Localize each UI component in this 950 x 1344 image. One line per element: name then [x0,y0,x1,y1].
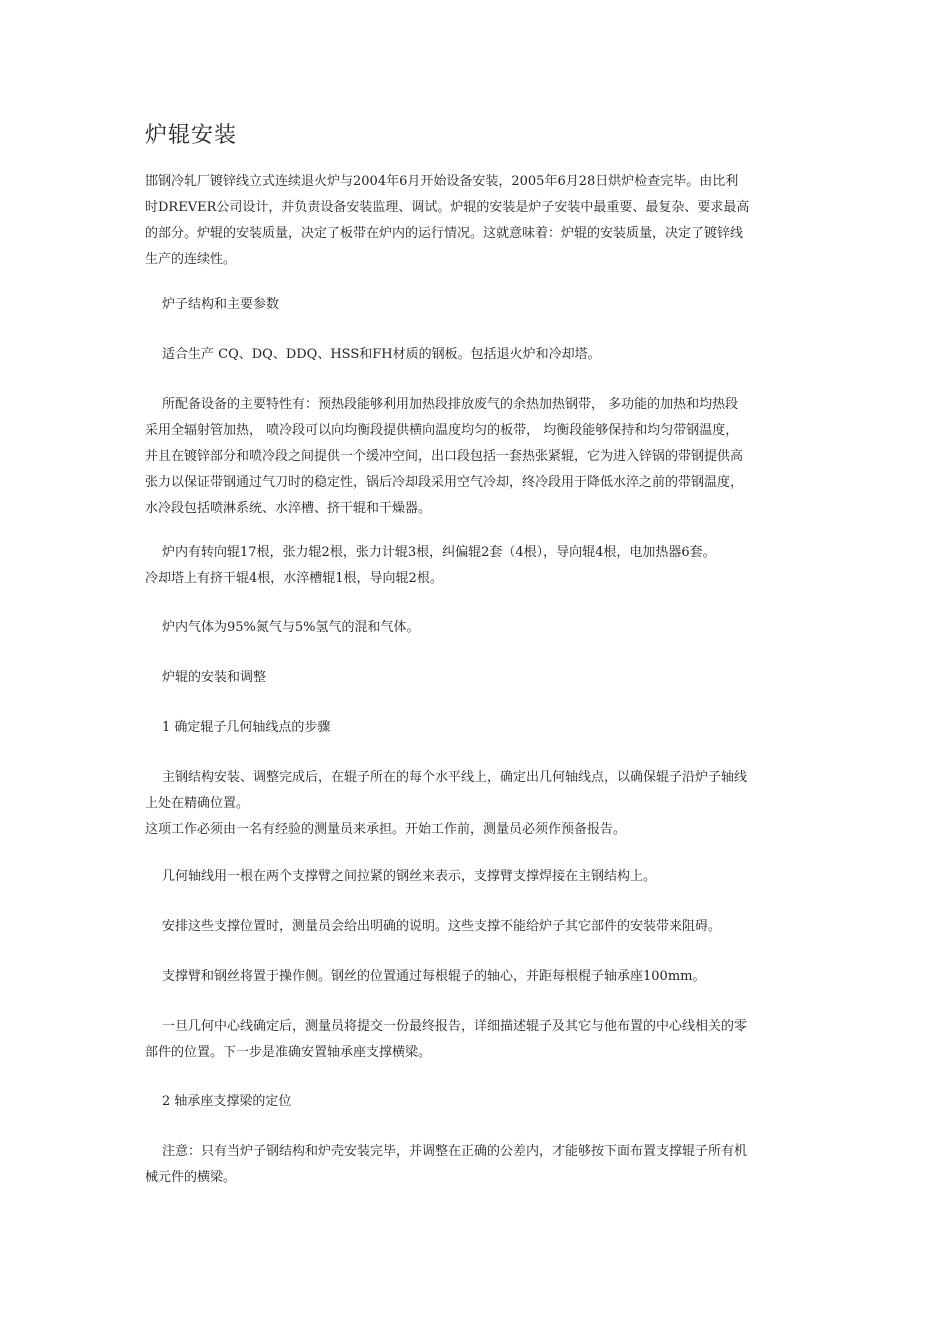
paragraph-line: 炉内气体为95%氮气与5%氢气的混和气体。 [162,620,420,635]
section-heading: 炉辊的安装和调整 [162,670,267,685]
paragraph-line: 生产的连续性。 [145,252,237,267]
paragraph-line: 并且在镀锌部分和喷冷段之间提供一个缓冲空间，出口段包括一套热张紧辊，它为进入锌锅的带钢提供高 [145,449,744,464]
section-heading-structure [145,292,830,318]
paragraph-line: 注意：只有当炉子钢结构和炉壳安装完毕，并调整在正确的公差内，才能够按下面布置支撑辊子所有机 [162,1144,748,1159]
paragraph-line: 这项工作必须由一名有经验的测量员来承担。开始工作前，测量员必须作预备报告。 [145,822,627,837]
equipment-features-paragraph [145,392,830,522]
production-paragraph [145,342,830,368]
paragraph-line: 时DREVER公司设计，并负责设备安装监理、调试。炉辊的安装是炉子安装中最重要、最复杂、要求最高 [145,200,750,215]
document-title: 炉辊安装 [145,123,238,148]
subsection-heading: 2 轴承座支撑梁的定位 [162,1094,292,1109]
paragraph-line: 械元件的横梁。 [145,1170,237,1185]
subsection-heading: 1 确定辊子几何轴线点的步骤 [162,720,331,735]
paragraph-line: 的部分。炉辊的安装质量，决定了板带在炉内的运行情况。这就意味着：炉辊的安装质量，决定了镀锌线 [145,226,744,241]
axis-steps-paragraph [145,765,830,843]
paragraph-line: 几何轴线用一根在两个支撑臂之间拉紧的钢丝来表示，支撑臂支撑焊接在主钢结构上。 [162,869,657,884]
paragraph-line: 适合生产 CQ、DQ、DDQ、HSS和FH材质的钢板。包括退火炉和冷却塔。 [162,347,601,362]
paragraph-line: 张力以保证带钢通过气刀时的稳定性，锅后冷却段采用空气冷却，终冷段用于降低水淬之前的带钢温度， [145,475,744,490]
gas-paragraph [145,615,830,641]
roller-count-paragraph [145,540,830,592]
paragraph-line: 采用全辐射管加热， 喷冷段可以向均衡段提供横向温度均匀的板带， 均衡段能够保持和均匀带钢温度， [145,423,739,438]
paragraph-line: 冷却塔上有挤干辊4根，水淬槽辊1根，导向辊2根。 [145,571,443,586]
note-paragraph [145,1139,830,1191]
paragraph-line: 一旦几何中心线确定后，测量员将提交一份最终报告，详细描述辊子及其它与他布置的中心线相关的零 [162,1019,748,1034]
paragraph-line: 上处在精确位置。 [145,796,250,811]
paragraph-line: 主钢结构安装、调整完成后，在辊子所在的每个水平线上，确定出几何轴线点，以确保辊子沿炉子轴线 [162,770,748,785]
paragraph-line: 炉内有转向辊17根，张力辊2根，张力计辊3根，纠偏辊2套（4根），导向辊4根，电加热器6套。 [162,545,716,560]
paragraph-line: 部件的位置。下一步是准确安置轴承座支撑横梁。 [145,1045,432,1060]
support-position-paragraph [145,914,830,940]
subsection-heading-axis [145,715,830,741]
section-heading: 炉子结构和主要参数 [162,297,280,312]
paragraph-line: 所配备设备的主要特性有：预热段能够利用加热段排放废气的余热加热钢带， 多功能的加热和均热段 [162,397,739,412]
final-report-paragraph [145,1014,830,1066]
paragraph-line: 邯钢冷轧厂镀锌线立式连续退火炉与2004年6月开始设备安装，2005年6月28日烘炉检查完毕。由比利 [145,174,739,189]
paragraph-line: 支撑臂和钢丝将置于操作侧。钢丝的位置通过每根辊子的轴心，并距每根棍子轴承座100mm。 [162,969,706,984]
section-heading-install [145,665,830,691]
intro-paragraph [145,169,830,273]
subsection-heading-beam [145,1089,830,1115]
wire-axis-paragraph [145,864,830,890]
support-arm-paragraph [145,964,830,990]
paragraph-line: 安排这些支撑位置时，测量员会给出明确的说明。这些支撑不能给炉子其它部件的安装带来阻碍。 [162,919,722,934]
paragraph-line: 水冷段包括喷淋系统、水淬槽、挤干辊和干燥器。 [145,501,432,516]
